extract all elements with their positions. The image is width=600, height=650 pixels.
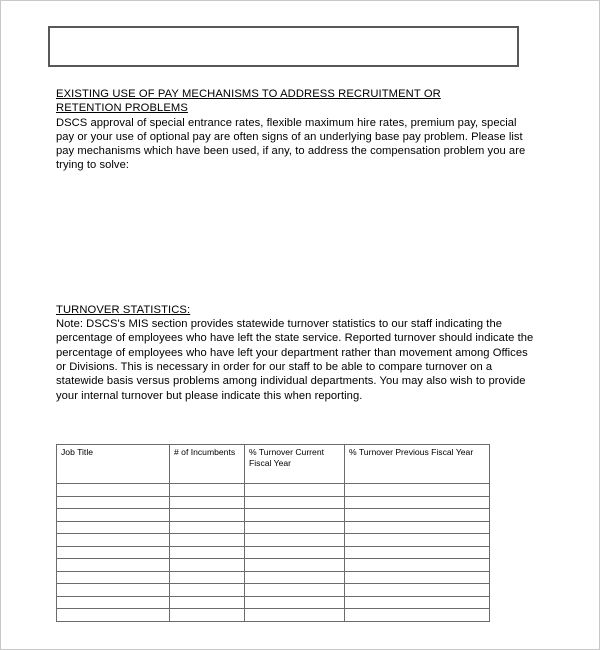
- table-cell[interactable]: [170, 484, 245, 497]
- table-cell[interactable]: [57, 596, 170, 609]
- section-pay-mechanisms: [56, 87, 534, 173]
- table-cell[interactable]: [57, 534, 170, 547]
- table-row: [57, 534, 490, 547]
- table-cell[interactable]: [57, 584, 170, 597]
- table-cell[interactable]: [57, 546, 170, 559]
- table-cell[interactable]: [245, 609, 345, 622]
- table-cell[interactable]: [170, 496, 245, 509]
- table-cell[interactable]: [345, 509, 490, 522]
- table-header-turnover-current: % Turnover Current Fiscal Year: [245, 445, 345, 484]
- section-body-pay-mechanisms: DSCS approval of special entrance rates, flexible maximum hire rates, premium pay, special pay or your use of optional pay are often signs of an underlying base pay problem. Please list pay mechanisms which have been used, if any, to address the compensation problem you are trying to solve:: [56, 116, 526, 172]
- table-cell[interactable]: [245, 584, 345, 597]
- table-cell[interactable]: [245, 484, 345, 497]
- table-cell[interactable]: [57, 521, 170, 534]
- table-row: [57, 521, 490, 534]
- table-header-job-title: Job Title: [57, 445, 170, 484]
- table-cell[interactable]: [57, 509, 170, 522]
- table-cell[interactable]: [345, 571, 490, 584]
- table-cell[interactable]: [345, 584, 490, 597]
- table-cell[interactable]: [170, 546, 245, 559]
- table-cell[interactable]: [170, 584, 245, 597]
- table-cell[interactable]: [245, 546, 345, 559]
- table-cell[interactable]: [345, 534, 490, 547]
- table-cell[interactable]: [345, 596, 490, 609]
- turnover-statistics-table: [56, 444, 490, 622]
- answer-space-pay-mechanisms[interactable]: [56, 173, 534, 303]
- answer-box-top[interactable]: [48, 26, 519, 67]
- document-body: [56, 87, 534, 403]
- table-row: [57, 546, 490, 559]
- table-row: [57, 596, 490, 609]
- turnover-table-body: [57, 484, 490, 622]
- table-cell[interactable]: [57, 559, 170, 572]
- section-heading-turnover-statistics: TURNOVER STATISTICS:: [56, 303, 191, 316]
- table-cell[interactable]: [245, 521, 345, 534]
- table-row: [57, 496, 490, 509]
- table-cell[interactable]: [57, 609, 170, 622]
- section-heading-pay-mechanisms: EXISTING USE OF PAY MECHANISMS TO ADDRESS RECRUITMENT OR RETENTION PROBLEMS: [56, 88, 441, 115]
- table-cell[interactable]: [245, 509, 345, 522]
- table-cell[interactable]: [345, 546, 490, 559]
- table-cell[interactable]: [345, 496, 490, 509]
- table-row: [57, 509, 490, 522]
- table-row: [57, 584, 490, 597]
- table-header-turnover-previous: % Turnover Previous Fiscal Year: [345, 445, 490, 484]
- table-cell[interactable]: [170, 609, 245, 622]
- table-cell[interactable]: [245, 596, 345, 609]
- section-body-turnover-statistics: Note: DSCS's MIS section provides statewide turnover statistics to our staff indicating the percentage of employees who have left the state service. Reported turnover should indicate the percentage of employees who have left your department rather than movement among Offices or Divisions. This is necessary in order for our staff to be able to compare turnover on a statewide basis versus problems among individual departments. You may also wish to provide your internal turnover but please indicate this when reporting.: [56, 318, 534, 402]
- table-cell[interactable]: [245, 571, 345, 584]
- table-cell[interactable]: [57, 571, 170, 584]
- turnover-table-container: [56, 444, 489, 622]
- table-cell[interactable]: [170, 534, 245, 547]
- table-cell[interactable]: [170, 509, 245, 522]
- table-cell[interactable]: [170, 521, 245, 534]
- section-turnover-statistics: [56, 303, 534, 403]
- table-cell[interactable]: [57, 484, 170, 497]
- table-cell[interactable]: [170, 571, 245, 584]
- table-cell[interactable]: [57, 496, 170, 509]
- table-cell[interactable]: [345, 559, 490, 572]
- table-row: [57, 571, 490, 584]
- table-cell[interactable]: [245, 559, 345, 572]
- table-cell[interactable]: [170, 559, 245, 572]
- table-header-row: [57, 445, 490, 484]
- table-header-incumbents: # of Incumbents: [170, 445, 245, 484]
- table-cell[interactable]: [245, 534, 345, 547]
- table-cell[interactable]: [345, 609, 490, 622]
- table-row: [57, 559, 490, 572]
- table-row: [57, 484, 490, 497]
- table-cell[interactable]: [245, 496, 345, 509]
- table-cell[interactable]: [170, 596, 245, 609]
- table-row: [57, 609, 490, 622]
- table-cell[interactable]: [345, 484, 490, 497]
- table-cell[interactable]: [345, 521, 490, 534]
